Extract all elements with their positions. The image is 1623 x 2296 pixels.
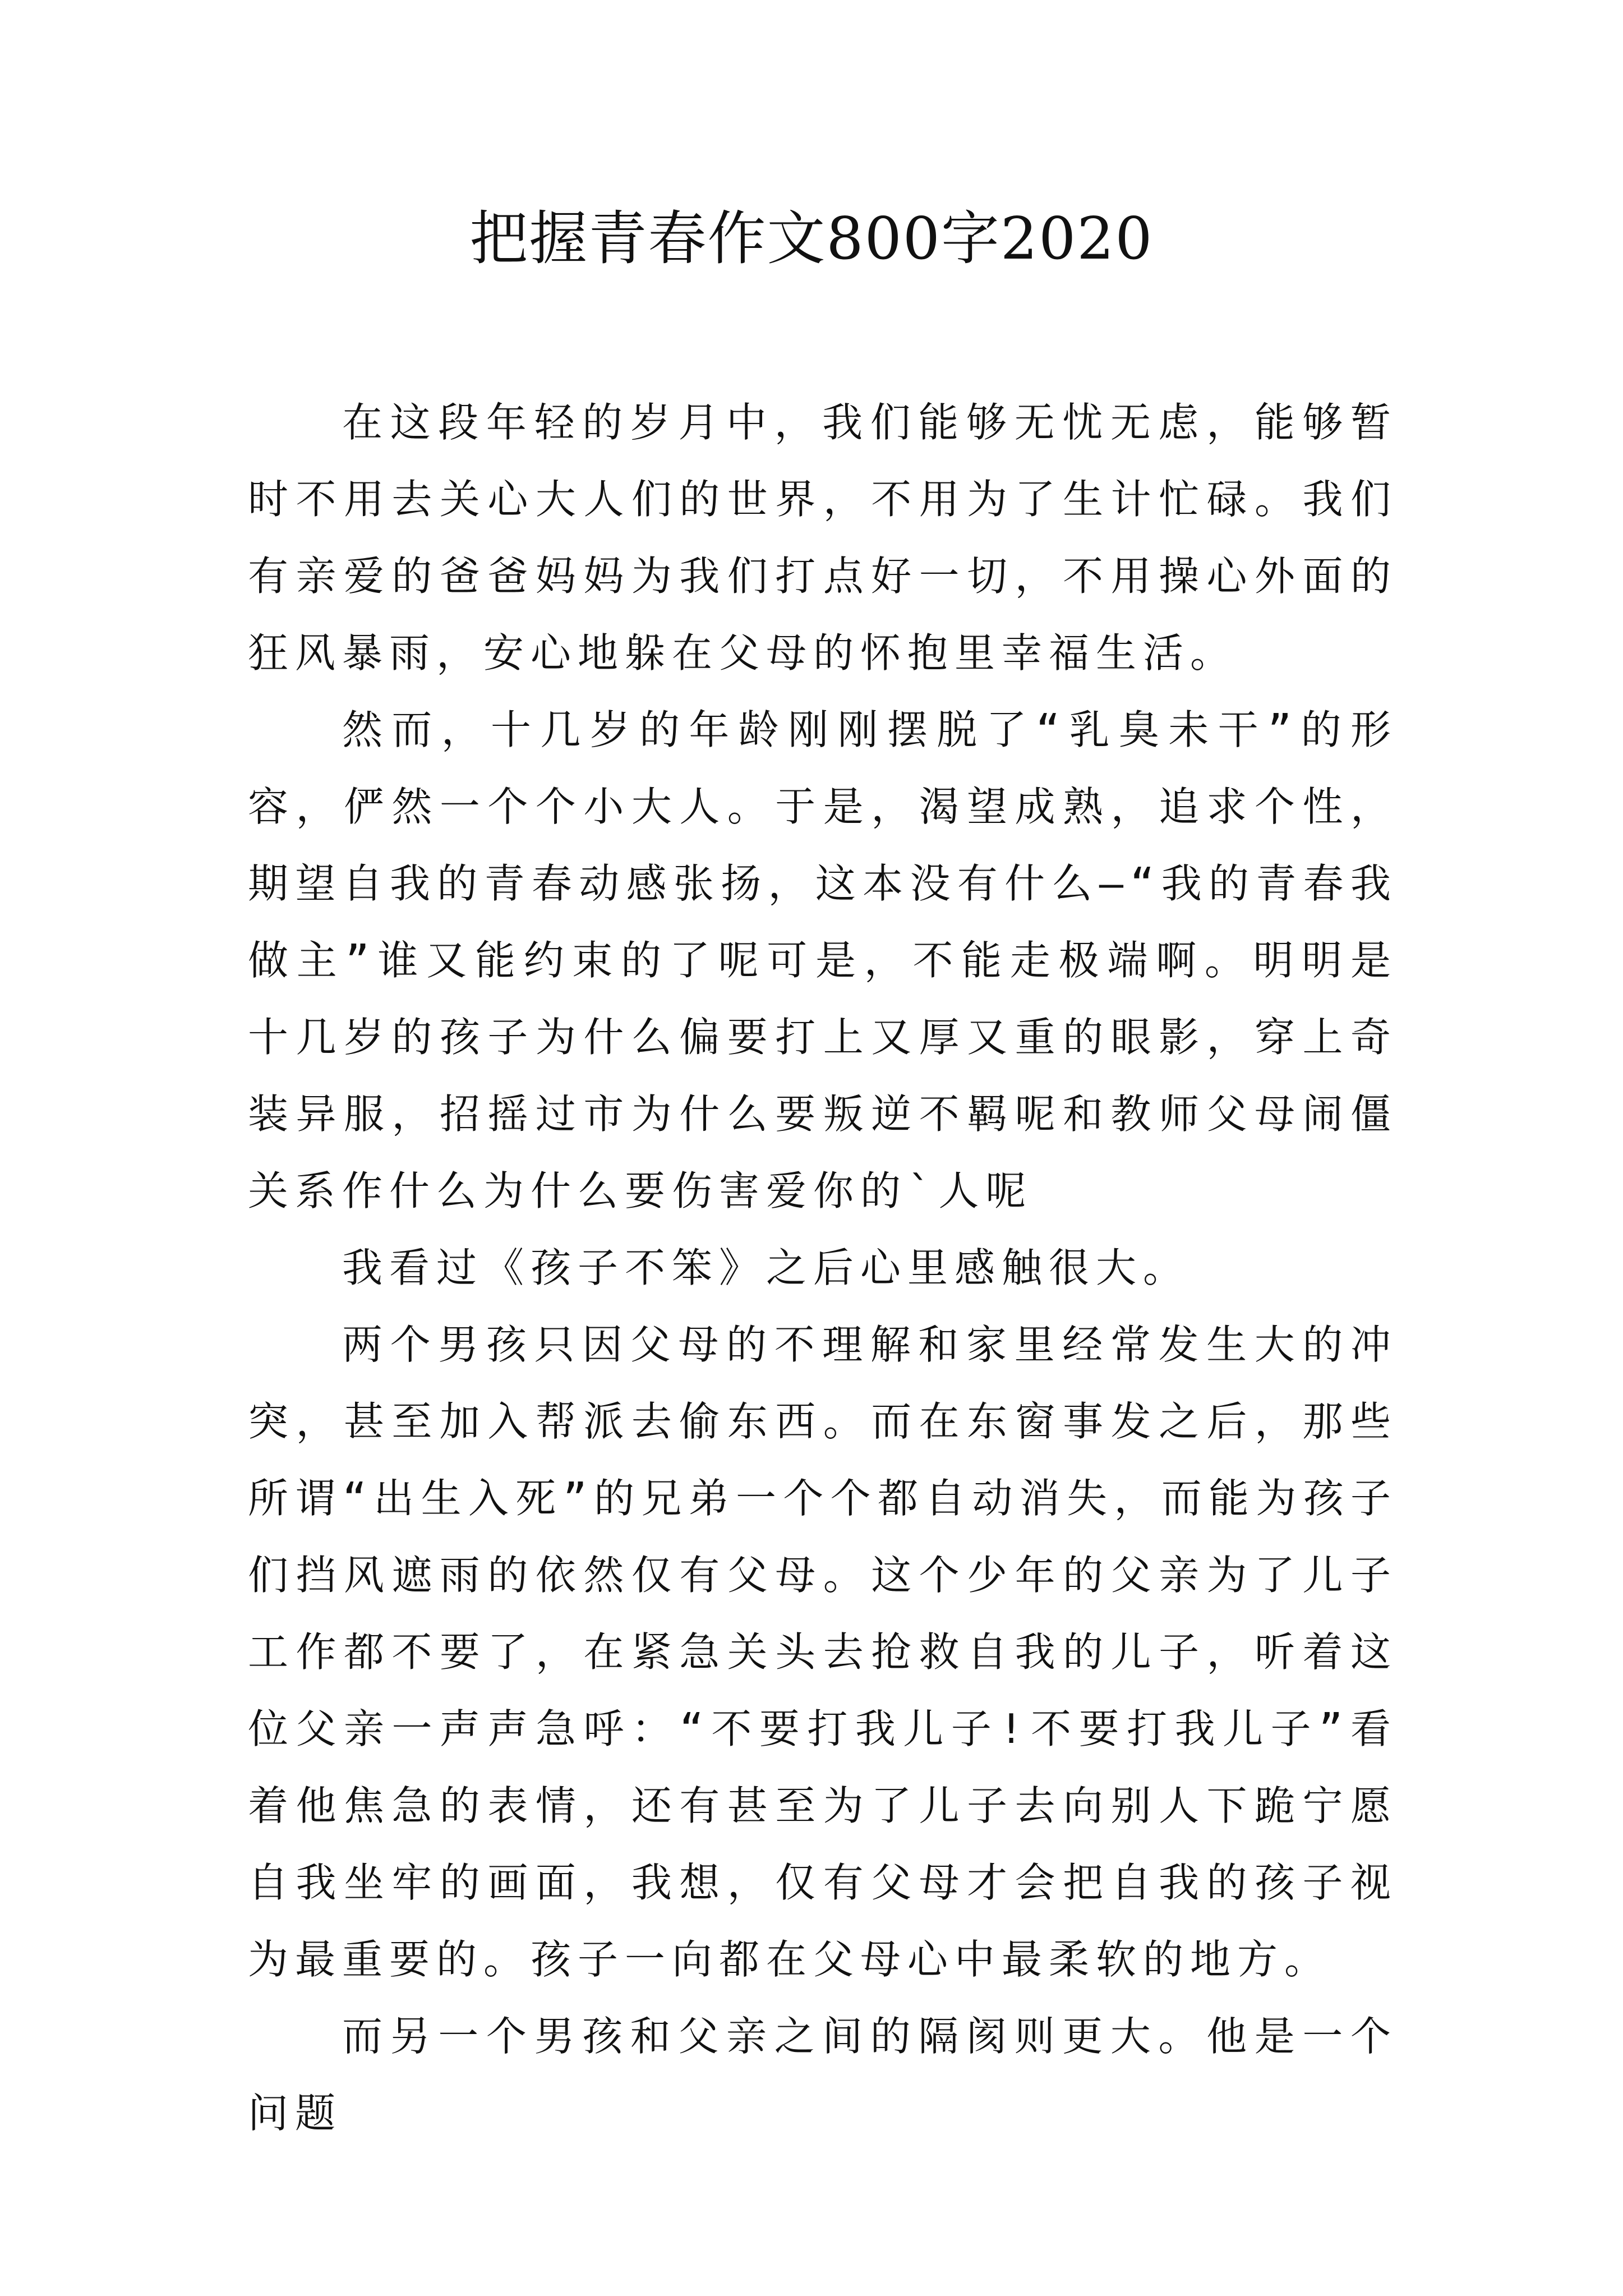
paragraph-1: 在这段年轻的岁月中，我们能够无忧无虑，能够暂时不用去关心大人们的世界，不用为了生计忙碌。我们有亲爱的爸爸妈妈为我们打点好一切，不用操心外面的狂风暴雨，安心地躲在父母的怀抱里幸福生活。: [248, 399, 1398, 677]
paragraph-5: 而另一个男孩和父亲之间的隔阂则更大。他是一个问题: [248, 2013, 1398, 2137]
paragraph-2: 然而，十几岁的年龄刚刚摆脱了“乳臭未干”的形容，俨然一个个小大人。于是，渴望成熟，追求个性，期望自我的青春动感张扬，这本没有什么—“我的青春我做主”谁又能约束的了呢可是，不能走极端啊。明明是十几岁的孩子为什么偏要打上又厚又重的眼影，穿上奇装异服，招摇过市为什么要叛逆不羁呢和教师父母闹僵关系作什么为什么要伤害爱你的`人呢: [248, 706, 1398, 1214]
paragraph-4: 两个男孩只因父母的不理解和家里经常发生大的冲突，甚至加入帮派去偷东西。而在东窗事发之后，那些所谓“出生入死”的兄弟一个个都自动消失，而能为孩子们挡风遮雨的依然仅有父母。这个少年的父亲为了儿子工作都不要了，在紧急关头去抢救自我的儿子，听着这位父亲一声声急呼：“不要打我儿子!不要打我儿子”看着他焦急的表情，还有甚至为了儿子去向别人下跪宁愿自我坐牢的画面，我想，仅有父母才会把自我的孩子视为最重要的。孩子一向都在父母心中最柔软的地方。: [248, 1321, 1398, 1983]
document-title: 把握青春作文800字2020: [469, 204, 1154, 273]
paragraph-3: 我看过《孩子不笨》之后心里感触很大。: [342, 1244, 1191, 1291]
document-body: [248, 384, 1398, 2152]
